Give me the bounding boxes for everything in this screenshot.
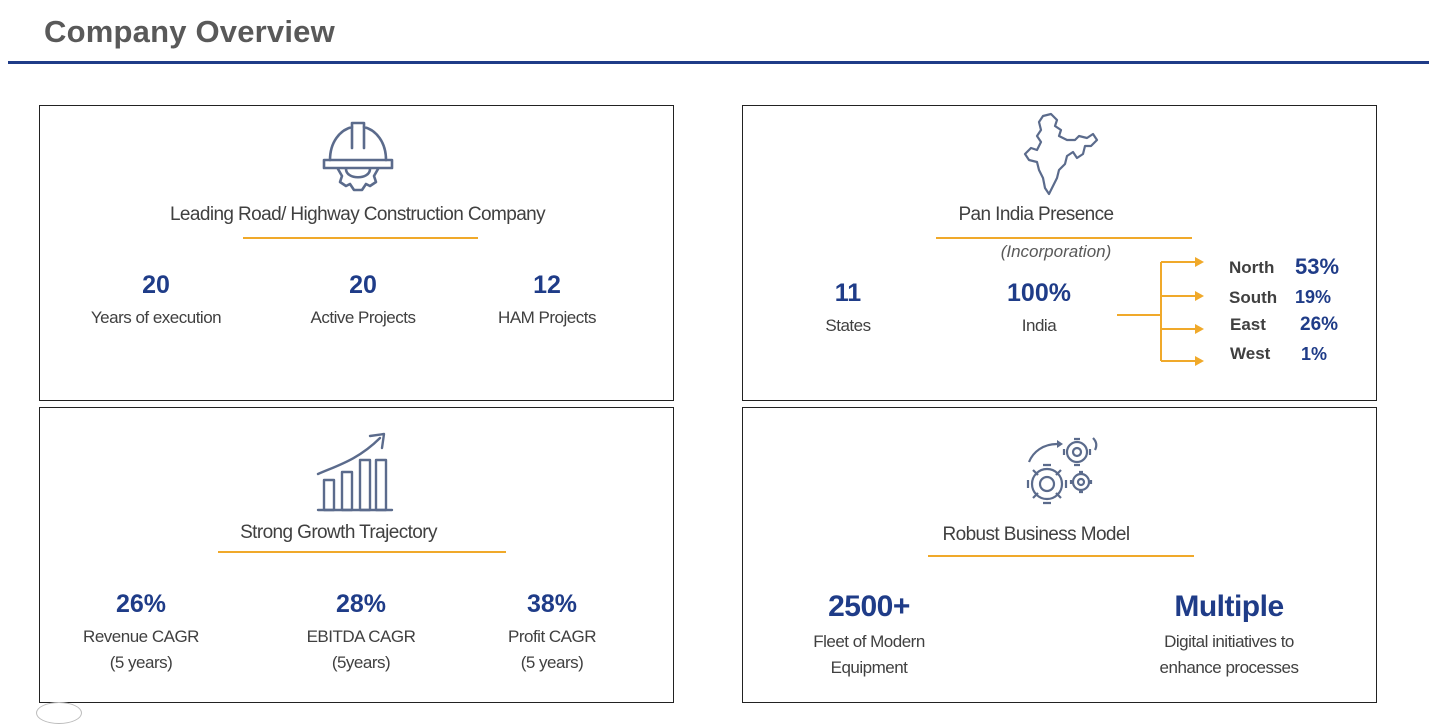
india-map-icon: [1021, 112, 1101, 198]
card-heading: Leading Road/ Highway Construction Company: [169, 204, 546, 225]
stat-states: 11 States: [825, 279, 871, 335]
incorporation-note: (Incorporation): [1000, 242, 1112, 261]
stat-fleet: 2500+ Fleet of Modern Equipment: [813, 590, 925, 677]
heading-underline: [928, 555, 1194, 557]
card-heading: Strong Growth Trajectory: [240, 522, 437, 543]
stat-active-projects: 20 Active Projects: [310, 271, 416, 327]
stat-ebitda-cagr: 28% EBITDA CAGR (5years): [306, 590, 416, 672]
card-heading: Pan India Presence: [958, 204, 1114, 225]
heading-underline: [218, 551, 506, 553]
stat-digital-initiatives: Multiple Digital initiatives to enhance processes: [1159, 590, 1299, 677]
card-growth-trajectory: [39, 407, 674, 703]
region-branch-arrows: [1115, 254, 1205, 370]
page-mark: [36, 702, 82, 724]
hard-hat-gear-icon: [318, 114, 398, 196]
page-title: Company Overview: [44, 14, 335, 49]
heading-underline: [243, 237, 478, 239]
stat-years-of-execution: 20 Years of execution: [90, 271, 222, 327]
gears-icon: [1021, 432, 1103, 514]
card-pan-india-presence: Pan India Presence (Incorporation) 11 States 100% India North 53% South 19% East 26% West 1%: [742, 105, 1377, 401]
stat-revenue-cagr: 26% Revenue CAGR (5 years): [83, 590, 199, 672]
stat-profit-cagr: 38% Profit CAGR (5 years): [507, 590, 597, 672]
heading-underline: [936, 237, 1192, 239]
card-business-model: [742, 407, 1377, 703]
growth-chart-icon: [314, 430, 396, 514]
card-heading: Robust Business Model: [942, 524, 1130, 545]
stat-ham-projects: 12 HAM Projects: [498, 271, 596, 327]
stat-india: 100% India: [1007, 279, 1071, 335]
card-leading-construction: [39, 105, 674, 401]
title-rule: [8, 61, 1429, 64]
